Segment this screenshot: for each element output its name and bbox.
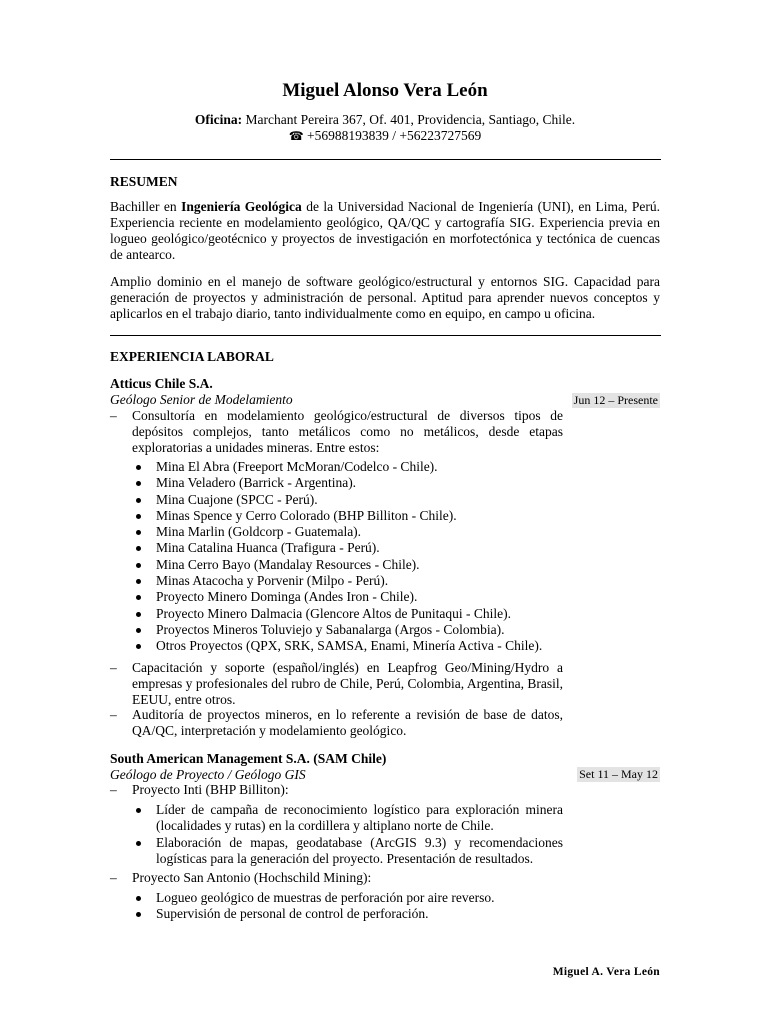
bullet-icon (136, 896, 141, 901)
list-item-text: Proyecto Minero Dominga (Andes Iron - Chile). (156, 589, 418, 605)
job-duty (110, 660, 563, 708)
dash-marker: – (110, 660, 117, 675)
list-item (132, 573, 563, 589)
phone-icon: ☎ (288, 129, 304, 143)
dash-marker: – (110, 782, 117, 797)
divider (110, 159, 661, 160)
job-duty (110, 870, 563, 886)
job-title: Geólogo Senior de Modelamiento (110, 392, 293, 407)
bullet-icon (136, 912, 141, 917)
bullet-icon (136, 546, 141, 551)
duty-text: Auditoría de proyectos mineros, en lo referente a revisión de base de datos, QA/QC, interpretación y modelamiento geológico. (132, 707, 563, 738)
phone-numbers: +56988193839 / +56223727569 (303, 128, 482, 143)
bullet-icon (136, 563, 141, 568)
bullet-icon (136, 628, 141, 633)
degree-emphasis: Ingeniería Geológica (181, 199, 302, 214)
phone-line (110, 128, 660, 144)
bullet-icon (136, 514, 141, 519)
resumen-paragraph-1 (110, 199, 660, 263)
contact-block (110, 112, 660, 144)
list-item (132, 835, 563, 868)
list-item-text: Mina Cuajone (SPCC - Perú). (156, 491, 318, 507)
list-item (132, 802, 563, 835)
section-heading-experiencia: EXPERIENCIA LABORAL (110, 349, 274, 364)
bullet-icon (136, 644, 141, 649)
candidate-name: Miguel Alonso Vera León (282, 80, 488, 101)
bullet-icon (136, 530, 141, 535)
job-duty (110, 782, 563, 798)
bullet-icon (136, 498, 141, 503)
date-range: Set 11 – May 12 (579, 767, 658, 781)
bullet-icon (136, 465, 141, 470)
resumen-text: de la Universidad Nacional de Ingeniería (UNI), en Lima, Perú. Experiencia reciente en modelamiento geológico, QA/QC y cartografía SIG. Experiencia previa en logueo geológico/geotécnico y proyectos de investigación en morfotectónica y tectónica de cuencas de antearco. (110, 199, 660, 262)
list-item-text: Mina Catalina Huanca (Trafigura - Perú). (156, 540, 380, 556)
duty-text: Proyecto Inti (BHP Billiton): (132, 782, 289, 797)
company-sam: South American Management S.A. (SAM Chile) (110, 751, 387, 766)
list-item (132, 540, 563, 556)
section-heading-resumen: RESUMEN (110, 174, 178, 189)
list-item-text: Proyectos Mineros Toluviejo y Sabanalarga (Argos - Colombia). (156, 621, 505, 637)
list-item (132, 459, 563, 475)
list-item (132, 492, 563, 508)
list-item-text: Mina Veladero (Barrick - Argentina). (156, 475, 357, 491)
bullet-icon (136, 481, 141, 486)
office-line (110, 112, 660, 128)
list-item (132, 589, 563, 605)
project-task-list (132, 802, 563, 867)
list-item-text: Mina Marlin (Goldcorp - Guatemala). (156, 524, 362, 540)
footer-name: Miguel A. Vera León (552, 966, 660, 978)
date-range: Jun 12 – Presente (573, 393, 658, 407)
job-duty (110, 707, 563, 739)
job-duty (110, 408, 563, 456)
duty-text: Consultoría en modelamiento geológico/estructural de diversos tipos de depósitos complejos, tanto metálicos como no metálicos, desde etapas exploratorias a unidades mineras. Entre estos: (132, 408, 563, 455)
list-item-text: Líder de campaña de reconocimiento logístico para exploración minera (localidades y rutas) en la cordillera y altiplano norte de Chile. (156, 802, 563, 834)
project-task-list (132, 890, 563, 923)
bullet-icon (136, 612, 141, 617)
duty-text: Capacitación y soporte (español/inglés) en Leapfrog Geo/Mining/Hydro a empresas y profesionales del rubro de Chile, Perú, Colombia, Argentina, Brasil, EEUU, entre otros. (132, 660, 563, 707)
list-item (132, 524, 563, 540)
list-item-text: Elaboración de mapas, geodatabase (ArcGIS 9.3) y recomendaciones logísticas para la generación del proyecto. Presentación de resultados. (156, 834, 563, 866)
list-item (132, 890, 563, 906)
resumen-text: Bachiller en (110, 199, 182, 214)
list-item (132, 906, 563, 922)
list-item (132, 606, 563, 622)
dash-marker: – (110, 707, 117, 722)
list-item-text: Mina El Abra (Freeport McMoran/Codelco - Chile). (156, 459, 438, 474)
dash-marker: – (110, 870, 117, 885)
list-item-text: Logueo geológico de muestras de perforación por aire reverso. (156, 890, 495, 905)
mine-list (132, 459, 563, 655)
bullet-icon (136, 841, 141, 846)
dash-marker: – (110, 408, 117, 423)
list-item (132, 622, 563, 638)
list-item (132, 508, 563, 524)
list-item-text: Minas Atacocha y Porvenir (Milpo - Perú). (156, 573, 389, 589)
list-item-text: Proyecto Minero Dalmacia (Glencore Altos de Punitaqui - Chile). (156, 605, 512, 621)
list-item-text: Minas Spence y Cerro Colorado (BHP Billiton - Chile). (156, 507, 457, 523)
bullet-icon (136, 595, 141, 600)
office-address: Marchant Pereira 367, Of. 401, Providencia, Santiago, Chile. (242, 112, 576, 127)
bullet-icon (136, 579, 141, 584)
job-title: Geólogo de Proyecto / Geólogo GIS (110, 767, 306, 782)
resumen-paragraph-2: Amplio dominio en el manejo de software geológico/estructural y entornos SIG. Capacidad para generación de proyectos y administración de personal. Aptitud para aprender nuevos conceptos y aplicarlos en el trabajo diario, tanto individualmente como en equipo, en campo u oficina. (110, 274, 660, 321)
office-label: Oficina: (194, 112, 243, 127)
list-item-text: Supervisión de personal de control de perforación. (156, 906, 429, 922)
list-item (132, 475, 563, 491)
list-item-text: Mina Cerro Bayo (Mandalay Resources - Chile). (156, 556, 420, 572)
duty-text: Proyecto San Antonio (Hochschild Mining): (132, 870, 372, 885)
divider (110, 335, 661, 336)
list-item-text: Otros Proyectos (QPX, SRK, SAMSA, Enami, Minería Activa - Chile). (156, 638, 543, 654)
list-item (132, 638, 563, 654)
list-item (132, 557, 563, 573)
bullet-icon (136, 808, 141, 813)
company-atticus: Atticus Chile S.A. (110, 376, 213, 391)
